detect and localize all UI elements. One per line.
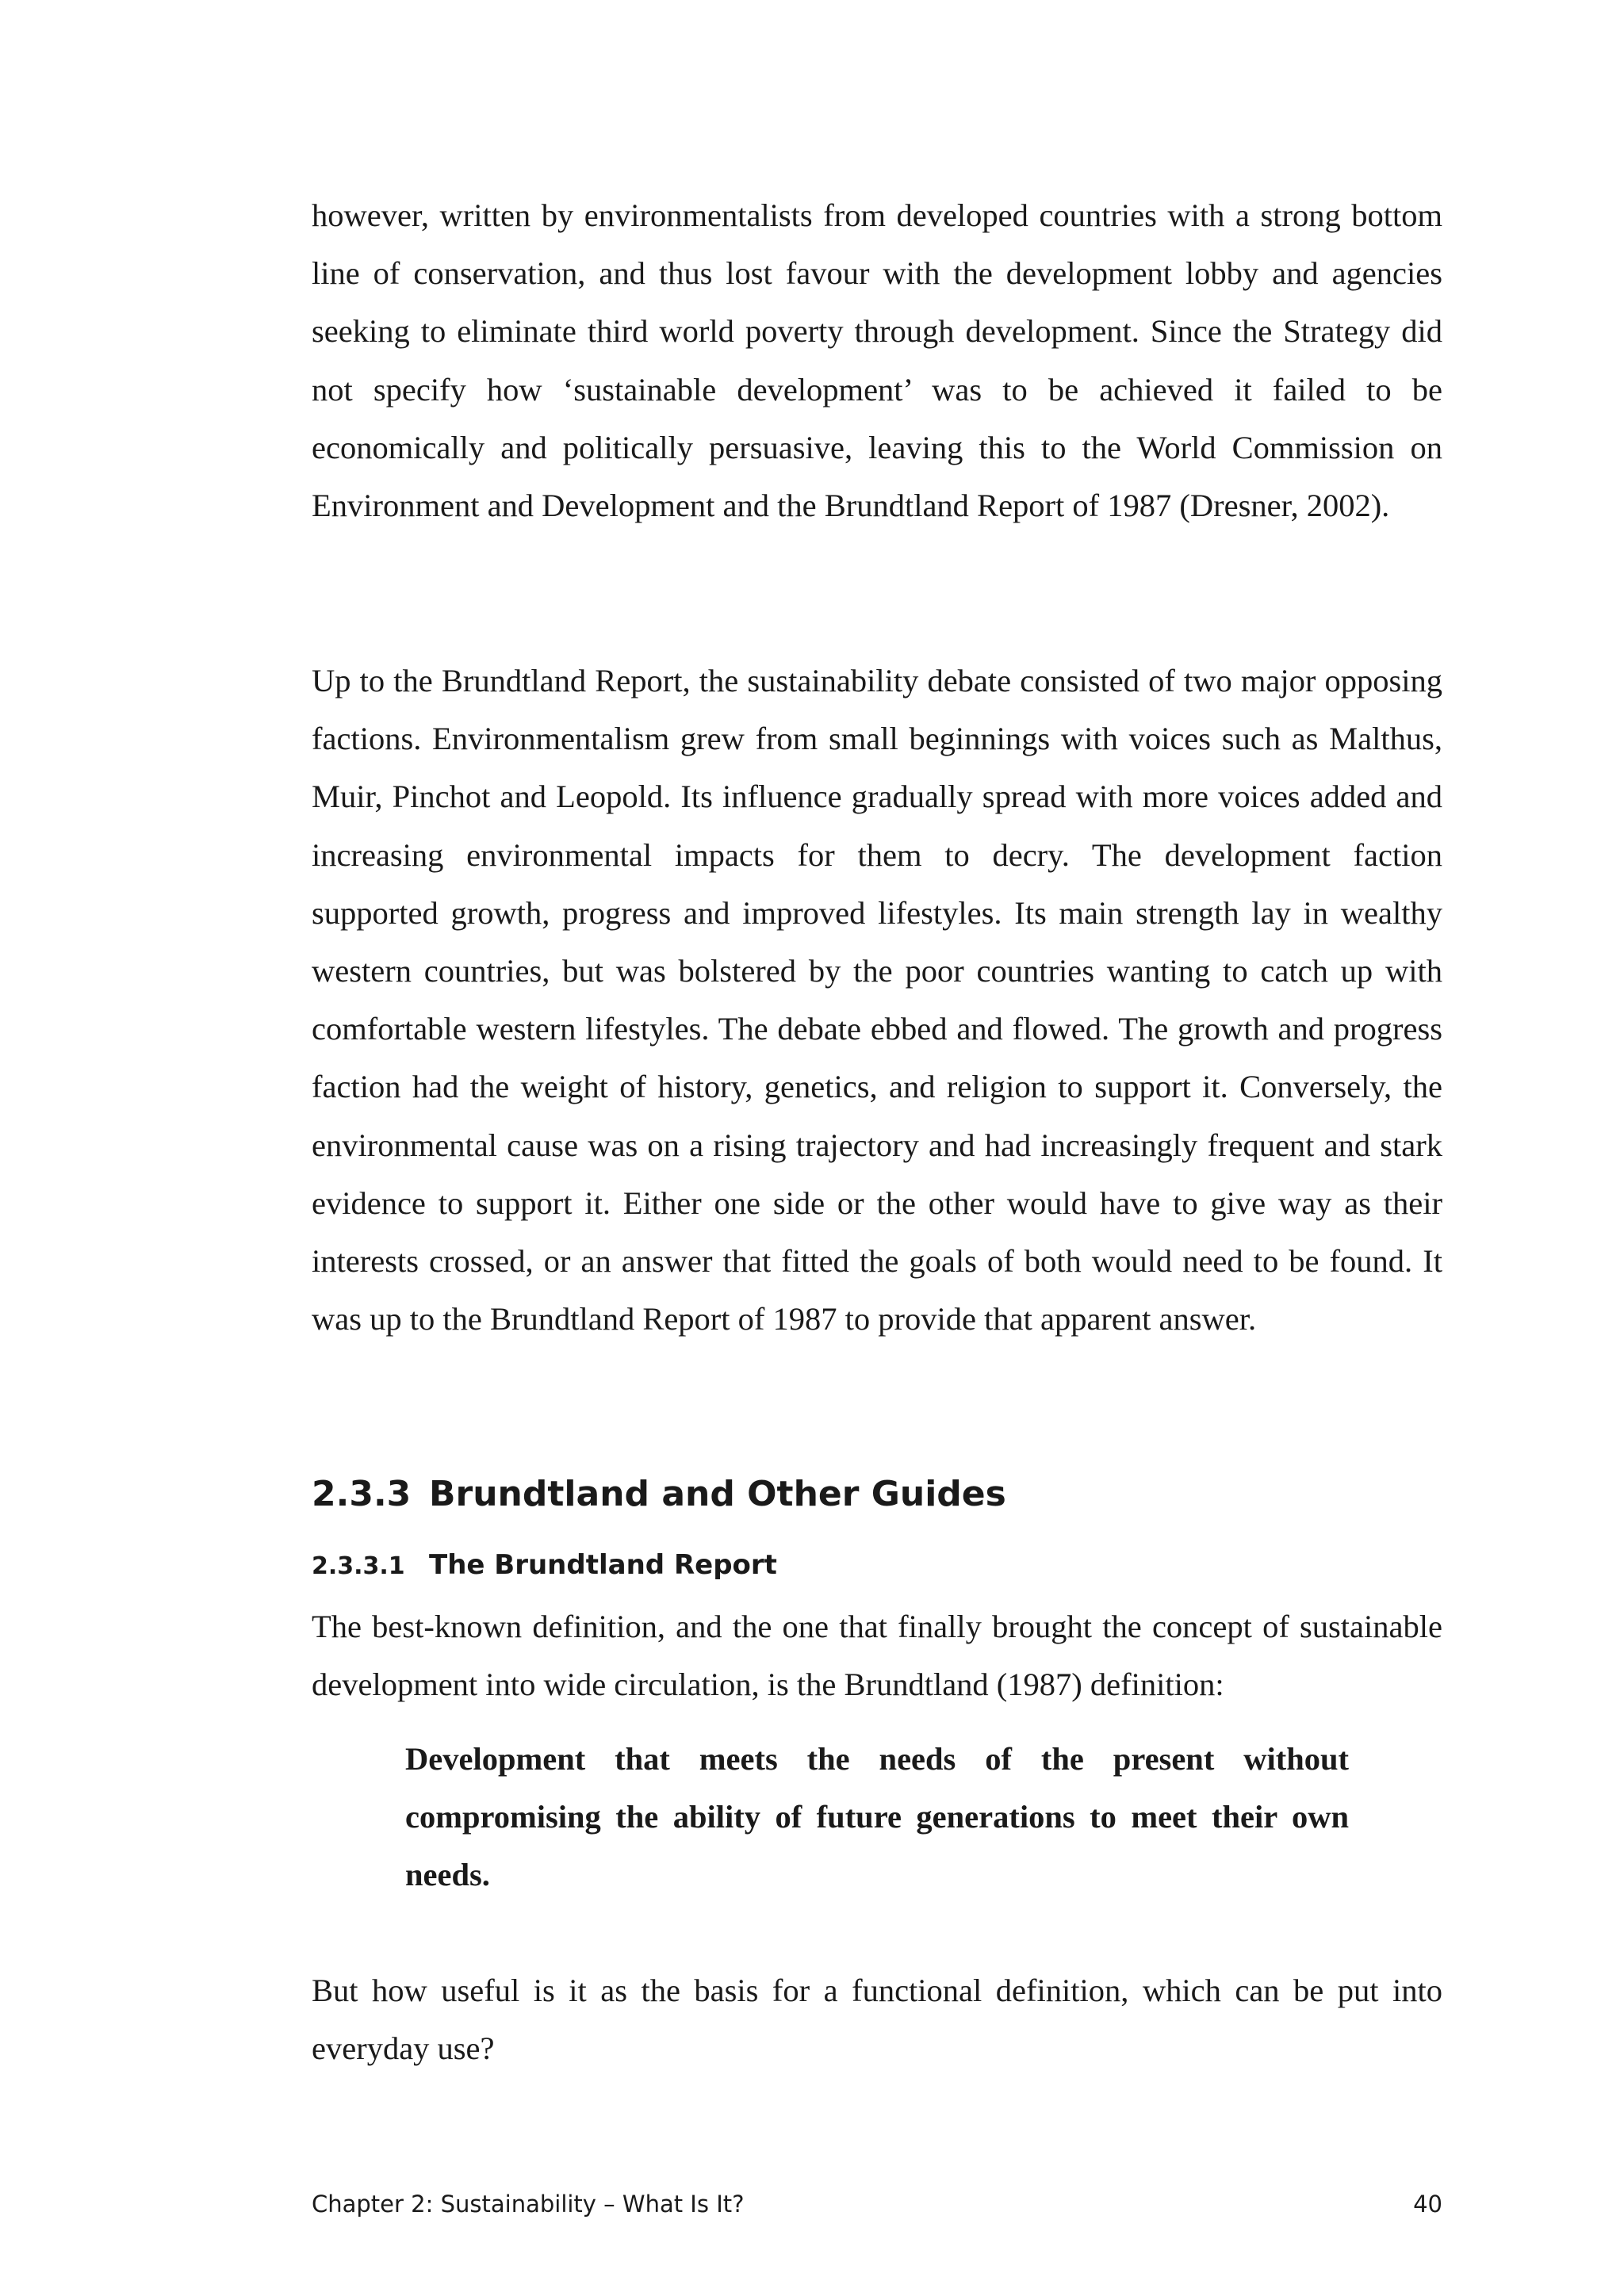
page-number: 40 xyxy=(1413,2191,1442,2218)
paragraph-question: But how useful is it as the basis for a functional definition, which can be put into everyday use? xyxy=(312,1973,1442,2067)
section-heading xyxy=(312,1471,1006,1518)
subsection-title: The Brundtland Report xyxy=(429,1549,777,1581)
footer-chapter-title: Chapter 2: Sustainability – What Is It? xyxy=(312,2191,745,2218)
subsection-heading xyxy=(312,1545,777,1586)
section-title: Brundtland and Other Guides xyxy=(429,1474,1006,1514)
brundtland-definition-quote: Development that meets the needs of the present without compromising the ability of future generations to meet their own needs. xyxy=(405,1741,1349,1893)
paragraph-definition-intro: The best-known definition, and the one that finally brought the concept of sustainable development into wide circulation, is the Brundtland (1987) definition: xyxy=(312,1609,1442,1703)
section-number: 2.3.3 xyxy=(312,1474,412,1514)
subsection-number: 2.3.3.1 xyxy=(312,1552,405,1580)
paragraph-intro-continuation: however, written by environmentalists from developed countries with a strong bottom line of conservation, and thus lost favour with the development lobby and agencies seeking to eliminate third world poverty through development. Since the Strategy did not specify how ‘sustainable development’ was to be achieved it failed to be economically and politically persuasive, leaving this to the World Commission on Environment and Development and the Brundtland Report of 1987 (Dresner, 2002). xyxy=(312,197,1442,524)
document-page xyxy=(312,0,1442,2296)
paragraph-debate-factions: Up to the Brundtland Report, the sustainability debate consisted of two major opposing factions. Environmentalism grew from small beginnings with voices such as Malthus, Muir, Pinchot and Leopold. Its influence gradually spread with more voices added and increasing environmental impacts for them to decry. The development faction supported growth, progress and improved lifestyles. Its main strength lay in wealthy western countries, but was bolstered by the poor countries wanting to catch up with comfortable western lifestyles. The debate ebbed and flowed. The growth and progress faction had the weight of history, genetics, and religion to support it. Conversely, the environmental cause was on a rising trajectory and had increasingly frequent and stark evidence to support it. Either one side or the other would have to give way as their interests crossed, or an answer that fitted the goals of both would need to be found. It was up to the Brundtland Report of 1987 to provide that apparent answer. xyxy=(312,663,1442,1337)
